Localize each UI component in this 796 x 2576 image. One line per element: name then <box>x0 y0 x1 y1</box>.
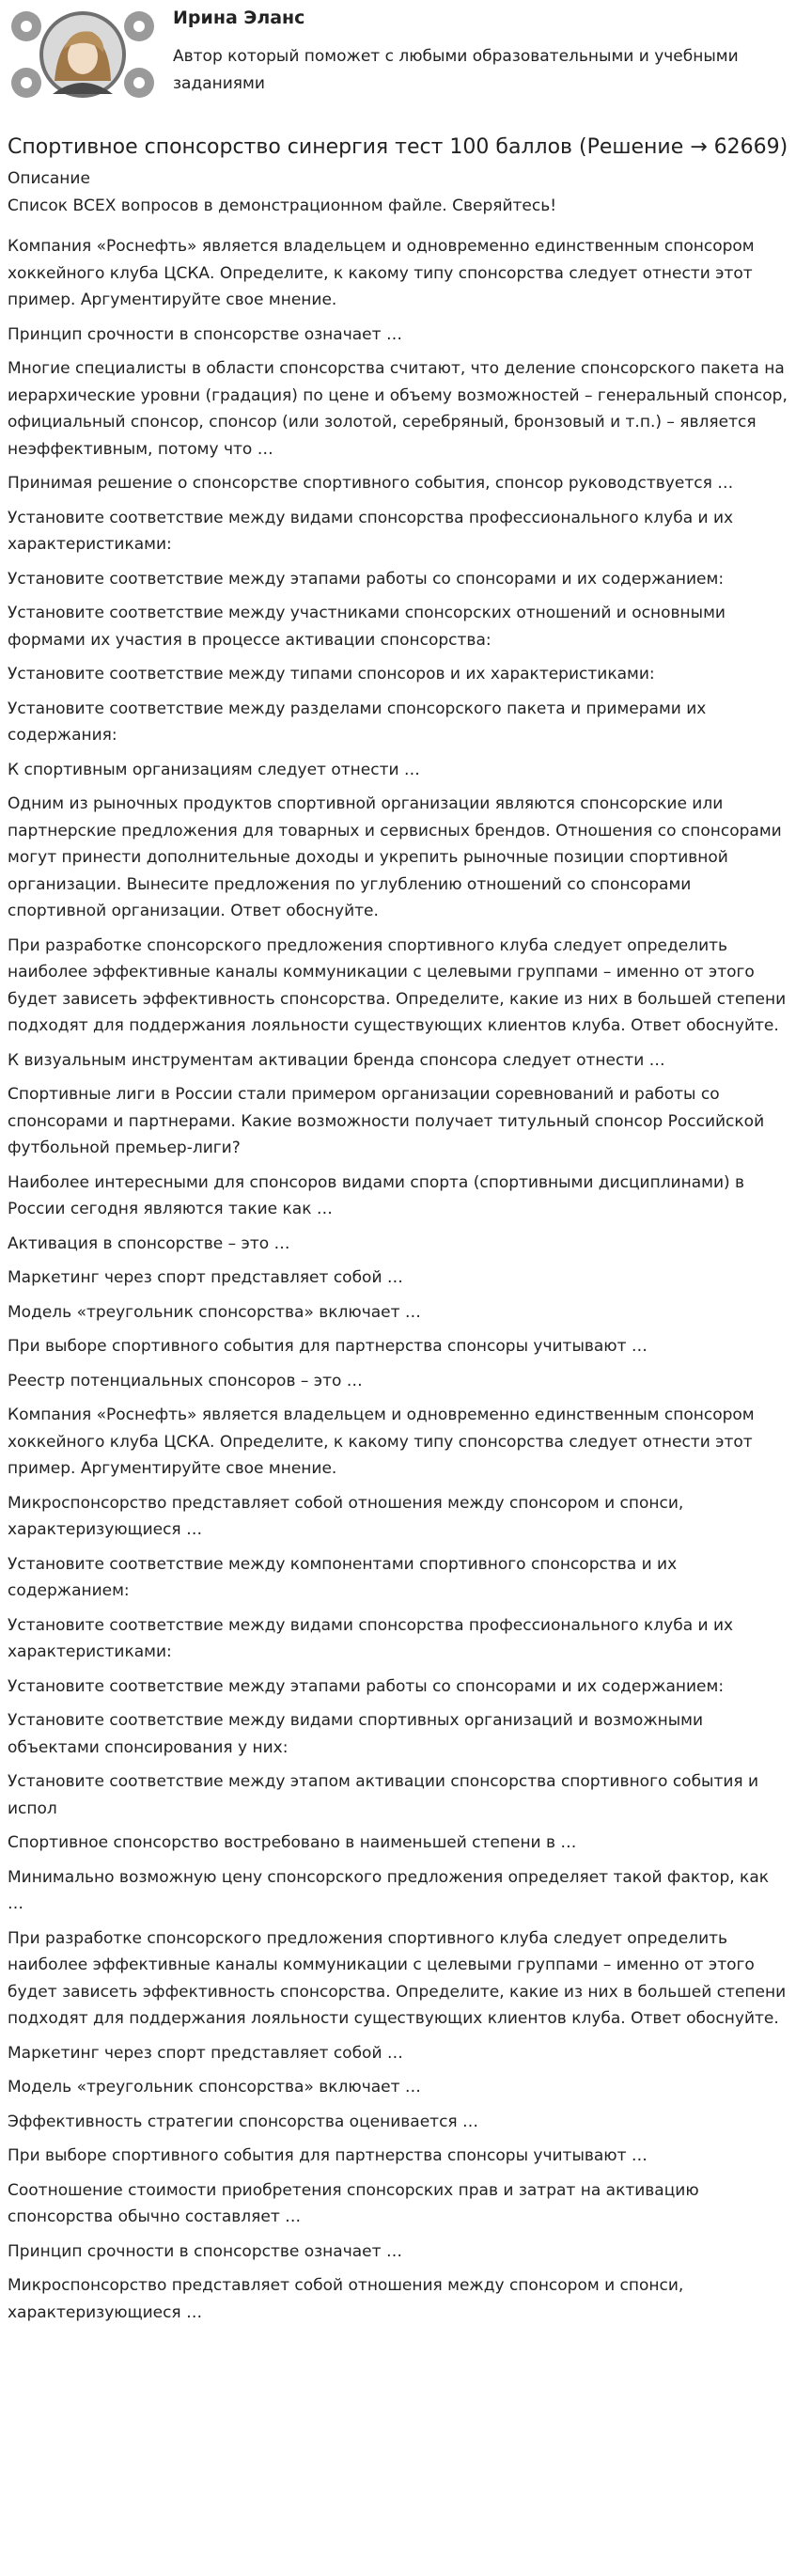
question-item: При разработке спонсорского предложения спортивного клуба следует определить наиболее эффективные каналы коммуникации с целевыми группами – именно от этого будет зависеть эффективность спонсорства. Определите, какие из них в большей степени подходят для поддержания лояльности существующих клиентов клуба. Ответ обоснуйте. <box>8 1928 787 2028</box>
question-item: Установите соответствие между участниками спонсорских отношений и основными формами их участия в процессе активации спонсорства: <box>8 604 726 650</box>
question-item: Маркетинг через спорт представляет собой … <box>8 1268 403 1287</box>
question-item: Установите соответствие между разделами спонсорского пакета и примерами их содержания: <box>8 699 707 745</box>
film-reel-avatar-icon <box>6 6 160 103</box>
question-item: К визуальным инструментам активации бренда спонсора следует отнести … <box>8 1050 665 1070</box>
question-item: Микроспонсорство представляет собой отношения между спонсором и спонси, характеризующиеся … <box>8 1493 684 1539</box>
document-content <box>0 115 796 2326</box>
question-item: При разработке спонсорского предложения спортивного клуба следует определить наиболее эффективные каналы коммуникации с целевыми группами – именно от этого будет зависеть эффективность спонсорства. Определите, какие из них в большей степени подходят для поддержания лояльности существующих клиентов клуба. Ответ обоснуйте. <box>8 935 787 1035</box>
description-label: Описание <box>8 169 90 188</box>
question-item: Принцип срочности в спонсорстве означает … <box>8 2241 402 2261</box>
question-item: Минимально возможную цену спонсорского предложения определяет такой фактор, как … <box>8 1867 769 1913</box>
question-list <box>8 233 788 2326</box>
question-item: Установите соответствие между видами спонсорства профессионального клуба и их характеристиками: <box>8 1615 734 1661</box>
question-item: Спортивное спонсорство востребовано в наименьшей степени в … <box>8 1833 577 1852</box>
question-item: При выборе спортивного события для партнерства спонсоры учитывают … <box>8 2146 648 2165</box>
question-item: Принимая решение о спонсорстве спортивного события, спонсор руководствуется … <box>8 474 734 493</box>
question-item: Установите соответствие между видами спортивных организаций и возможными объектами спонсирования у них: <box>8 1711 704 1757</box>
question-item: Спортивные лиги в России стали примером организации соревнований и работы со спонсорами и партнерами. Какие возможности получает титульный спонсор Российской футбольной премьер-лиги? <box>8 1085 765 1157</box>
page-title: Спортивное спонсорство синергия тест 100 баллов (Решение → 62669) <box>8 135 788 159</box>
question-item: Установите соответствие между видами спонсорства профессионального клуба и их характеристиками: <box>8 508 734 554</box>
question-item: Микроспонсорство представляет собой отношения между спонсором и спонси, характеризующиеся … <box>8 2276 684 2322</box>
question-item: Установите соответствие между этапами работы со спонсорами и их содержанием: <box>8 1676 725 1696</box>
question-item: Модель «треугольник спонсорства» включает … <box>8 2078 421 2097</box>
question-item: При выборе спортивного события для партнерства спонсоры учитывают … <box>8 1337 648 1356</box>
question-item: Установите соответствие между этапом активации спонсорства спортивного события и испол <box>8 1772 759 1818</box>
author-name[interactable]: Ирина Эланс <box>173 8 305 28</box>
question-item: Установите соответствие между компонентами спортивного спонсорства и их содержанием: <box>8 1554 678 1600</box>
question-item: Компания «Роснефть» является владельцем и одновременно единственным спонсором хоккейного клуба ЦСКА. Определите, к какому типу спонсорства следует отнести этот пример. Аргументируйте свое мнение. <box>8 237 755 309</box>
question-item: К спортивным организациям следует отнести … <box>8 760 420 779</box>
question-item: Маркетинг через спорт представляет собой … <box>8 2043 403 2063</box>
question-item: Реестр потенциальных спонсоров – это … <box>8 1371 363 1390</box>
question-item: Установите соответствие между этапами работы со спонсорами и их содержанием: <box>8 569 725 589</box>
question-item: Компания «Роснефть» является владельцем и одновременно единственным спонсором хоккейного клуба ЦСКА. Определите, к какому типу спонсорства следует отнести этот пример. Аргументируйте свое мнение. <box>8 1406 755 1478</box>
question-item: Многие специалисты в области спонсорства считают, что деление спонсорского пакета на иерархические уровни (градация) по цене и объему возможностей – генеральный спонсор, официальный спонсор, спонсор (или золотой, серебряный, бронзовый и т.п.) – является неэффективным, потому что … <box>8 359 788 459</box>
author-card <box>0 0 796 115</box>
question-item: Соотношение стоимости приобретения спонсорских прав и затрат на активацию спонсорства обычно составляет … <box>8 2180 699 2226</box>
author-description: Автор который поможет с любыми образовательными и учебными заданиями <box>173 47 739 93</box>
question-item: Активация в спонсорстве – это … <box>8 1233 290 1253</box>
description-text: Список ВСЕХ вопросов в демонстрационном файле. Сверяйтесь! <box>8 196 557 215</box>
question-item: Одним из рыночных продуктов спортивной организации являются спонсорские или партнерские предложения для товарных и сервисных брендов. Отношения со спонсорами могут принести дополнительные доходы и укрепить рыночные позиции спортивной организации. Вынесите предложения по углублению отношений со спонсорами спортивной организации. Ответ обоснуйте. <box>8 794 782 920</box>
question-item: Установите соответствие между типами спонсоров и их характеристиками: <box>8 665 655 683</box>
question-item: Модель «треугольник спонсорства» включает … <box>8 1302 421 1322</box>
question-item: Эффективность стратегии спонсорства оценивается … <box>8 2112 479 2131</box>
question-item: Наиболее интересными для спонсоров видами спорта (спортивными дисциплинами) в России сегодня являются такие как … <box>8 1172 745 1218</box>
question-item: Принцип срочности в спонсорстве означает … <box>8 324 402 344</box>
